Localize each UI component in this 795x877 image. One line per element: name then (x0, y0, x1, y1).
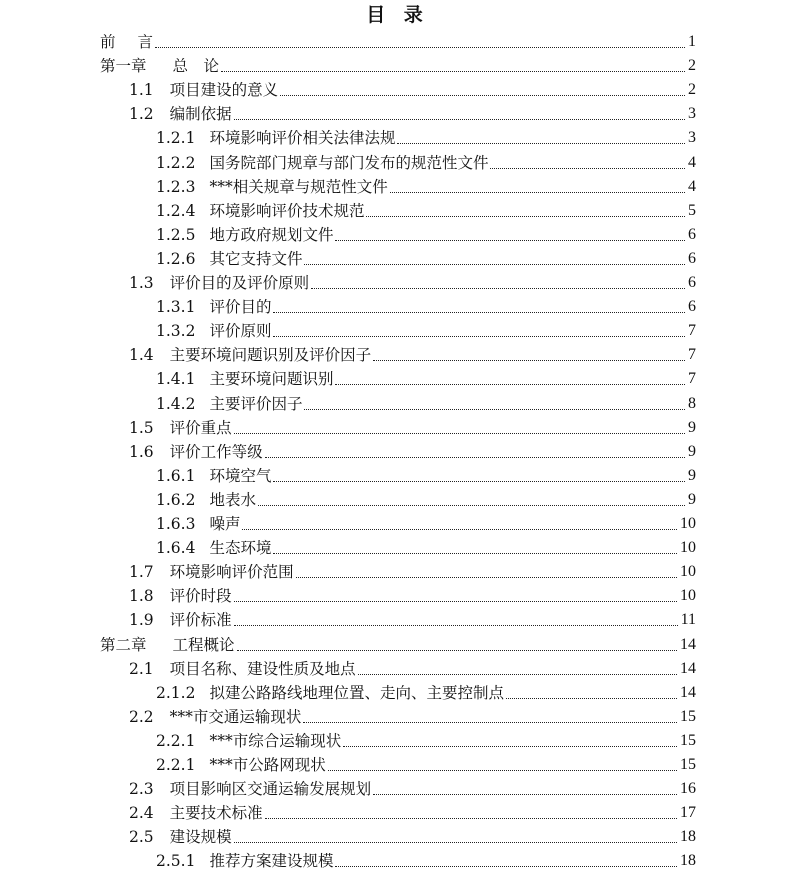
toc-entry-page: 9 (688, 442, 696, 460)
toc-entry-page: 7 (688, 370, 696, 388)
toc-entry[interactable] (129, 775, 696, 799)
toc-entry-title: 推荐方案建设规模 (209, 852, 334, 871)
toc-entry-title: 拟建公路路线地理位置、走向、主要控制点 (209, 683, 504, 702)
toc-entry[interactable] (156, 534, 696, 558)
toc-entry-page: 6 (688, 249, 696, 267)
toc-entry-page: 2 (688, 57, 696, 75)
toc-entry-number: 1.1 (129, 81, 154, 100)
dot-leader (296, 577, 677, 578)
toc-entry-number: 1.6.2 (156, 490, 196, 509)
toc-entry-title: 编制依据 (169, 105, 232, 124)
toc-entry[interactable] (100, 28, 696, 52)
toc-entry-page: 18 (680, 828, 696, 846)
toc-entry[interactable] (156, 462, 696, 486)
dot-leader (490, 168, 685, 169)
toc-entry-number: 2.4 (129, 804, 154, 823)
dot-leader (303, 722, 677, 723)
dot-leader (343, 746, 677, 747)
toc-entry-number: 1.7 (129, 563, 154, 582)
toc-entry-title: ***市交通运输现状 (169, 707, 302, 726)
toc-entry-number: 2.1.2 (156, 683, 196, 702)
toc-entry-title: 评价工作等级 (169, 442, 263, 461)
toc-entry[interactable] (156, 486, 696, 510)
dot-leader (234, 119, 685, 120)
toc-entry-page: 15 (680, 756, 696, 773)
toc-entry-title: 噪声 (209, 515, 241, 533)
toc-entry-page: 8 (688, 394, 696, 412)
dot-leader (397, 143, 685, 144)
toc-entry-title: 环境影响评价相关法律法规 (209, 129, 396, 148)
toc-entry-number: 1.6.1 (156, 466, 196, 485)
dot-leader (273, 553, 677, 554)
toc-entry[interactable] (156, 221, 696, 245)
toc-entry-page: 6 (688, 274, 696, 291)
toc-entry-title: 项目名称、建设性质及地点 (169, 659, 356, 678)
toc-entry-title: 环境影响评价技术规范 (209, 201, 365, 220)
toc-entry[interactable] (156, 149, 696, 173)
toc-entry[interactable] (129, 558, 696, 582)
toc-entry[interactable] (129, 269, 696, 293)
dot-leader (373, 794, 677, 795)
toc-entry[interactable] (156, 390, 696, 414)
toc-entry-page: 14 (680, 659, 696, 677)
toc-entry-title: 主要技术标准 (169, 804, 263, 823)
dot-leader (311, 288, 685, 289)
dot-leader (265, 818, 677, 819)
toc-entry-page: 14 (680, 635, 696, 653)
toc-entry-number: 1.2.4 (156, 201, 196, 220)
toc-entry[interactable] (100, 52, 696, 76)
dot-leader (234, 842, 677, 843)
dot-leader (390, 192, 685, 193)
toc-entry-number: 2.2.1 (156, 731, 196, 750)
toc-entry-number: 2.2.1 (156, 756, 196, 774)
page-title: 目 录 (366, 4, 429, 26)
toc-entry-page: 18 (680, 852, 696, 870)
toc-entry-title: 工程概论 (172, 635, 235, 654)
dot-leader (258, 505, 685, 506)
toc-entry-number: 前 (100, 33, 116, 51)
toc-entry[interactable] (129, 341, 696, 365)
toc-entry[interactable] (156, 510, 696, 534)
toc-entry-title: 评价目的 (209, 298, 272, 317)
dot-leader (328, 770, 677, 771)
toc-entry-page: 4 (688, 153, 696, 171)
toc-entry-number: 1.6.3 (156, 515, 196, 533)
toc-entry-page: 16 (680, 780, 696, 798)
toc-entry-page: 7 (688, 346, 696, 364)
toc-entry-title: 评价标准 (169, 611, 232, 630)
dot-leader (155, 47, 685, 48)
toc-entry-title: 地方政府规划文件 (209, 225, 334, 244)
toc-entry-title: 项目建设的意义 (169, 81, 279, 100)
dot-leader (273, 336, 685, 337)
toc-entry[interactable] (129, 582, 696, 606)
toc-entry-number: 第一章 (100, 57, 147, 76)
toc-entry-title: 评价原则 (209, 322, 272, 341)
toc-entry[interactable] (129, 414, 696, 438)
toc-entry[interactable] (100, 631, 696, 655)
toc-entry[interactable] (129, 799, 696, 823)
toc-entry[interactable] (129, 823, 696, 847)
toc-entry-title: 项目影响区交通运输发展规划 (169, 780, 372, 799)
toc-entry-number: 1.5 (129, 418, 154, 437)
toc-entry-number: 1.2.2 (156, 153, 196, 172)
toc-entry[interactable] (129, 100, 696, 124)
toc-entry-number: 2.3 (129, 780, 154, 799)
toc-entry[interactable] (156, 173, 696, 197)
toc-entry[interactable] (129, 655, 696, 679)
dot-leader (234, 601, 677, 602)
toc-entry-page: 2 (688, 81, 696, 99)
toc-entry-title: 环境影响评价范围 (169, 563, 294, 582)
toc-entry[interactable] (156, 847, 696, 871)
dot-leader (265, 457, 685, 458)
toc-entry-title: 言 (137, 33, 154, 51)
toc-entry-title: 评价时段 (169, 587, 232, 606)
toc-entry-number: 1.8 (129, 587, 154, 606)
dot-leader (335, 384, 685, 385)
toc-entry-title: 主要评价因子 (209, 394, 303, 413)
toc-entry[interactable] (156, 751, 696, 775)
toc-entry-page: 4 (688, 177, 696, 195)
toc-entry-number: 1.4.1 (156, 370, 196, 389)
toc-entry-number: 1.3.1 (156, 298, 196, 317)
toc-entry-number: 2.5.1 (156, 852, 196, 871)
toc-entry[interactable] (156, 124, 696, 148)
toc-entry-number: 1.2.1 (156, 129, 196, 148)
toc-entry-page: 15 (680, 707, 696, 725)
toc-entry-title: 评价目的及评价原则 (169, 274, 310, 292)
toc-entry-page: 17 (680, 804, 696, 822)
toc-entry-title: 环境空气 (209, 466, 272, 485)
dot-leader (358, 674, 677, 675)
dot-leader (234, 433, 685, 434)
toc-entry-page: 7 (688, 322, 696, 340)
dot-leader (335, 240, 685, 241)
dot-leader (273, 312, 685, 313)
toc-entry-page: 10 (680, 539, 696, 557)
dot-leader (242, 529, 677, 530)
toc-entry-number: 2.2 (129, 707, 154, 726)
dot-leader (237, 650, 677, 651)
toc-entry-title: 主要环境问题识别 (209, 370, 334, 389)
dot-leader (273, 481, 685, 482)
toc-entry-number: 1.2.6 (156, 249, 196, 268)
toc-entry-title: 主要环境问题识别及评价因子 (169, 346, 372, 365)
dot-leader (373, 360, 685, 361)
toc-entry-page: 15 (680, 731, 696, 749)
toc-entry[interactable] (129, 438, 696, 462)
toc-entry-page: 11 (680, 611, 696, 629)
toc-entry-title: ***相关规章与规范性文件 (209, 177, 388, 196)
toc-entry[interactable] (156, 727, 696, 751)
toc-entry-title: 评价重点 (169, 418, 232, 437)
toc-entry[interactable] (129, 76, 696, 100)
toc-entry-number: 1.2 (129, 105, 154, 124)
toc-entry[interactable] (129, 606, 696, 630)
toc-entry-title: ***市公路网现状 (209, 756, 326, 774)
toc-entry[interactable] (156, 679, 696, 703)
toc-entry-title: ***市综合运输现状 (209, 731, 342, 750)
toc-entry[interactable] (129, 703, 696, 727)
toc-entry[interactable] (156, 197, 696, 221)
dot-leader (280, 95, 685, 96)
toc-entry-number: 1.9 (129, 611, 154, 630)
toc-entry-page: 9 (688, 418, 696, 436)
toc-entry-page: 6 (688, 225, 696, 243)
toc-entry[interactable] (156, 365, 696, 389)
dot-leader (366, 216, 685, 217)
toc-entry-number: 1.3 (129, 274, 154, 292)
toc-entry[interactable] (156, 317, 696, 341)
toc-entry-page: 5 (688, 201, 696, 219)
toc-entry[interactable] (156, 245, 696, 269)
dot-leader (304, 409, 685, 410)
toc-entry-title: 地表水 (209, 490, 256, 509)
toc-entry-number: 1.2.3 (156, 177, 196, 196)
toc-entry-number: 1.6.4 (156, 539, 196, 558)
toc-entry-number: 2.1 (129, 659, 154, 678)
toc-entry[interactable] (156, 293, 696, 317)
toc-entry-number: 2.5 (129, 828, 154, 847)
toc-entry-number: 1.3.2 (156, 322, 196, 341)
toc-entry-page: 3 (688, 129, 696, 147)
toc-entry-title: 建设规模 (169, 828, 232, 847)
toc-entry-page: 14 (680, 683, 696, 701)
toc-entry-page: 10 (680, 563, 696, 581)
dot-leader (335, 866, 677, 867)
toc-entry-page: 9 (688, 466, 696, 484)
toc-entry-page: 10 (680, 587, 696, 605)
toc-entry-number: 1.4.2 (156, 394, 196, 413)
toc-entry-number: 第二章 (100, 635, 147, 654)
toc-entry-number: 1.6 (129, 442, 154, 461)
dot-leader (221, 71, 685, 72)
toc-entry-page: 3 (688, 105, 696, 123)
toc-entry-title: 国务院部门规章与部门发布的规范性文件 (209, 153, 489, 172)
toc-entry-number: 1.2.5 (156, 225, 196, 244)
toc-entry-page: 9 (688, 490, 696, 508)
dot-leader (304, 264, 685, 265)
toc-entry-number: 1.4 (129, 346, 154, 365)
dot-leader (234, 625, 678, 626)
toc-entry-title: 生态环境 (209, 539, 272, 558)
toc-entry-page: 1 (688, 33, 696, 50)
toc-entry-title: 其它支持文件 (209, 249, 303, 268)
toc-entry-page: 10 (680, 515, 696, 532)
toc-entry-title: 总 论 (172, 57, 220, 76)
dot-leader (506, 698, 677, 699)
toc-entry-page: 6 (688, 298, 696, 316)
